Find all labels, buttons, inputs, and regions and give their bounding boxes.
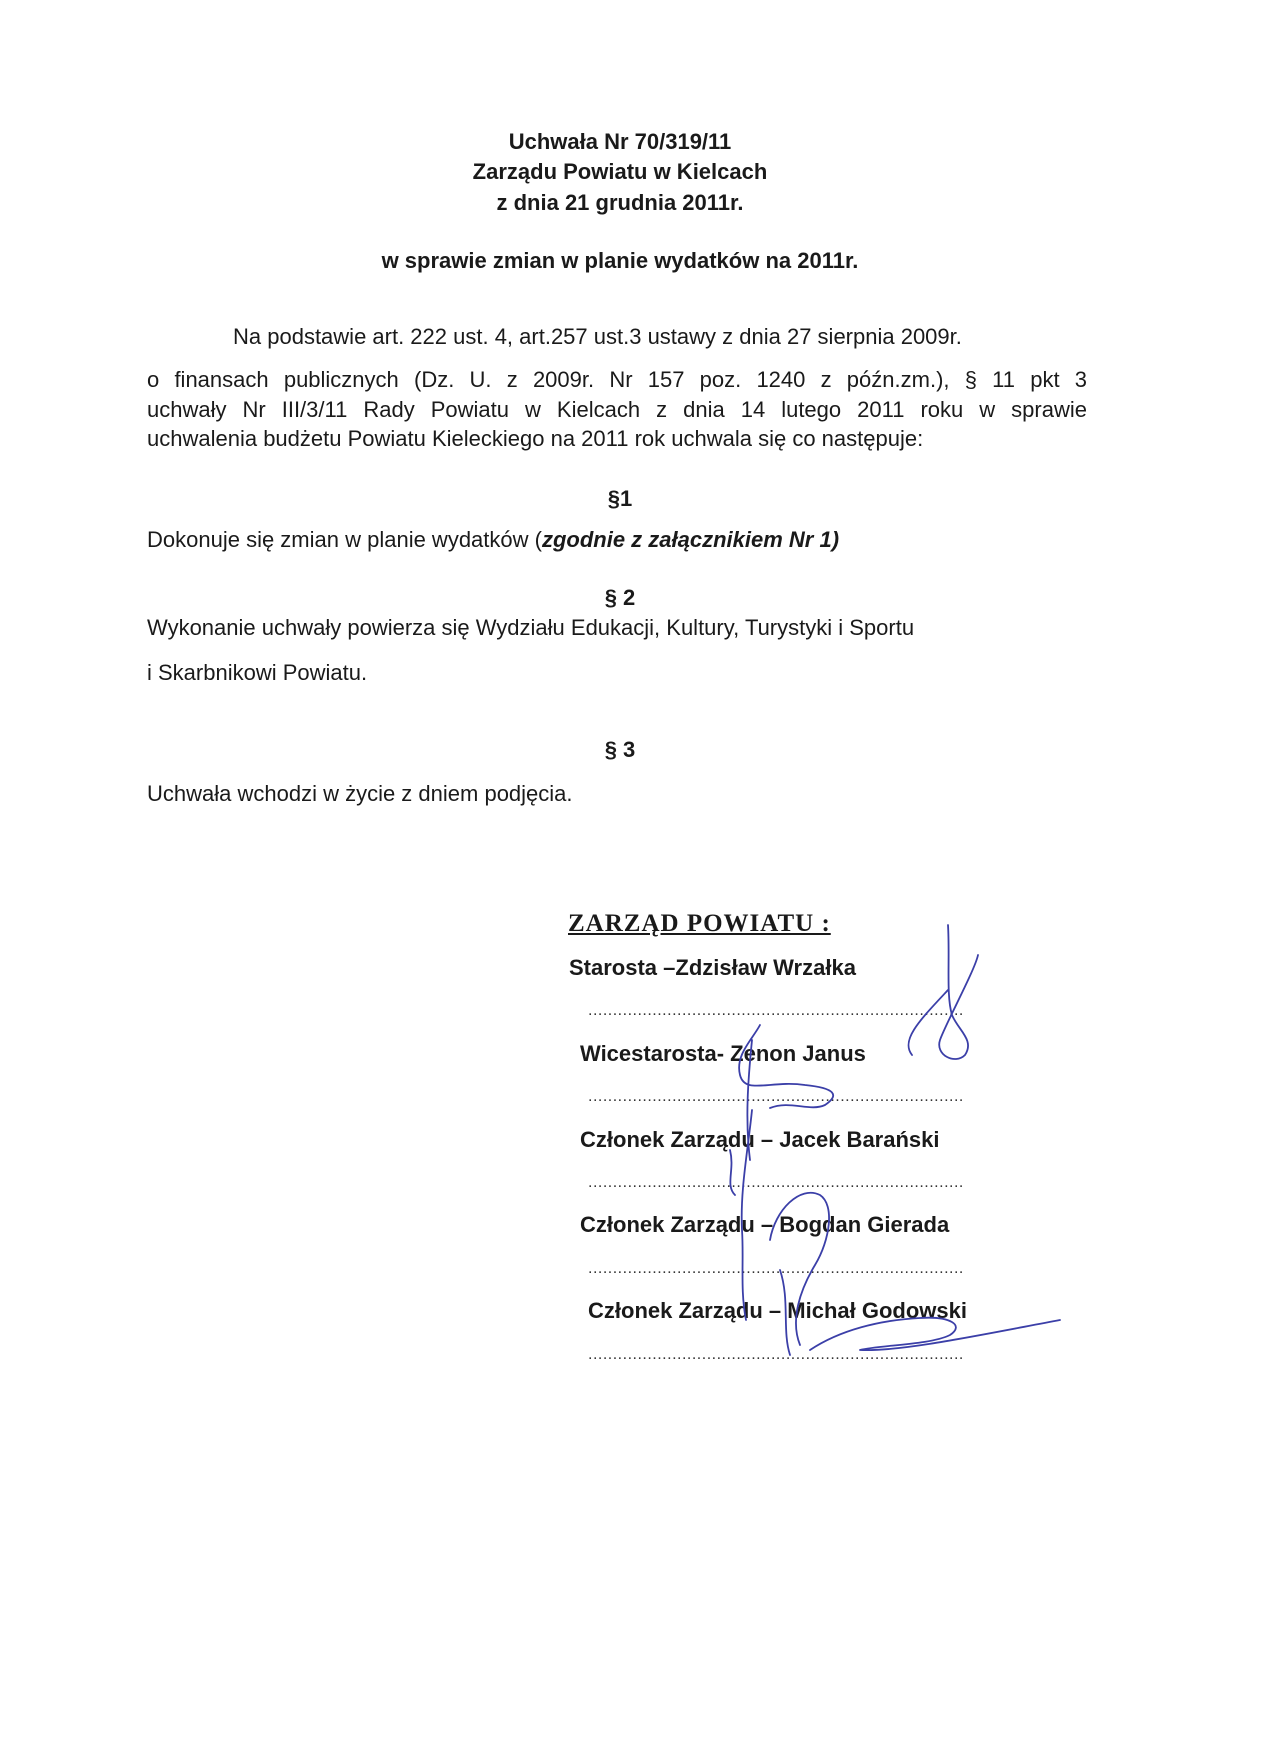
section-2-line-1: Wykonanie uchwały powierza się Wydziału Edukacji, Kultury, Turystyki i Sportu: [147, 615, 915, 640]
section-1-mark: §1: [607, 486, 633, 511]
signature-line-5: ............................................................................: [588, 1346, 964, 1363]
section-2-line-2: i Skarbnikowi Powiatu.: [147, 660, 368, 685]
section-1-attachment-ref: zgodnie z załącznikiem Nr 1): [541, 527, 840, 552]
board-member-2: Wicestarosta- Zenon Janus: [580, 1041, 866, 1066]
board-heading: ZARZĄD POWIATU :: [568, 910, 831, 937]
signature-line-1: ............................................................................: [588, 1002, 964, 1019]
preamble-line-4: uchwalenia budżetu Powiatu Kieleckiego na 2011 rok uchwala się co następuje:: [147, 426, 924, 451]
board-member-5: Członek Zarządu – Michał Godowski: [588, 1298, 967, 1323]
resolution-date: z dnia 21 grudnia 2011r.: [496, 190, 744, 215]
section-3-text: Uchwała wchodzi w życie z dniem podjęcia.: [147, 781, 573, 806]
section-3-mark: § 3: [604, 737, 636, 762]
signature-line-3: ............................................................................: [588, 1174, 964, 1191]
signature-line-4: ............................................................................: [588, 1260, 964, 1277]
signature-line-2: ............................................................................: [588, 1088, 964, 1105]
preamble-line-3: uchwały Nr III/3/11 Rady Powiatu w Kielcach z dnia 14 lutego 2011 roku w sprawie: [147, 397, 1087, 422]
section-2-mark: § 2: [604, 585, 636, 610]
section-1-text: [147, 526, 1087, 554]
section-1-text-plain: Dokonuje się zmian w planie wydatków (: [147, 527, 542, 552]
resolution-subject: w sprawie zmian w planie wydatków na 2011r.: [381, 248, 859, 273]
signature-starosta: [908, 925, 978, 1059]
board-member-1: Starosta –Zdzisław Wrzałka: [569, 955, 856, 980]
board-member-4: Członek Zarządu – Bogdan Gierada: [580, 1212, 950, 1237]
preamble-line-1: Na podstawie art. 222 ust. 4, art.257 ust.3 ustawy z dnia 27 sierpnia 2009r.: [233, 324, 962, 349]
issuing-body: Zarządu Powiatu w Kielcach: [472, 159, 768, 184]
preamble-line-2: o finansach publicznych (Dz. U. z 2009r. Nr 157 poz. 1240 z późn.zm.), § 11 pkt 3: [147, 367, 1087, 392]
resolution-number: Uchwała Nr 70/319/11: [508, 129, 732, 154]
board-member-3: Członek Zarządu – Jacek Barański: [580, 1127, 940, 1152]
